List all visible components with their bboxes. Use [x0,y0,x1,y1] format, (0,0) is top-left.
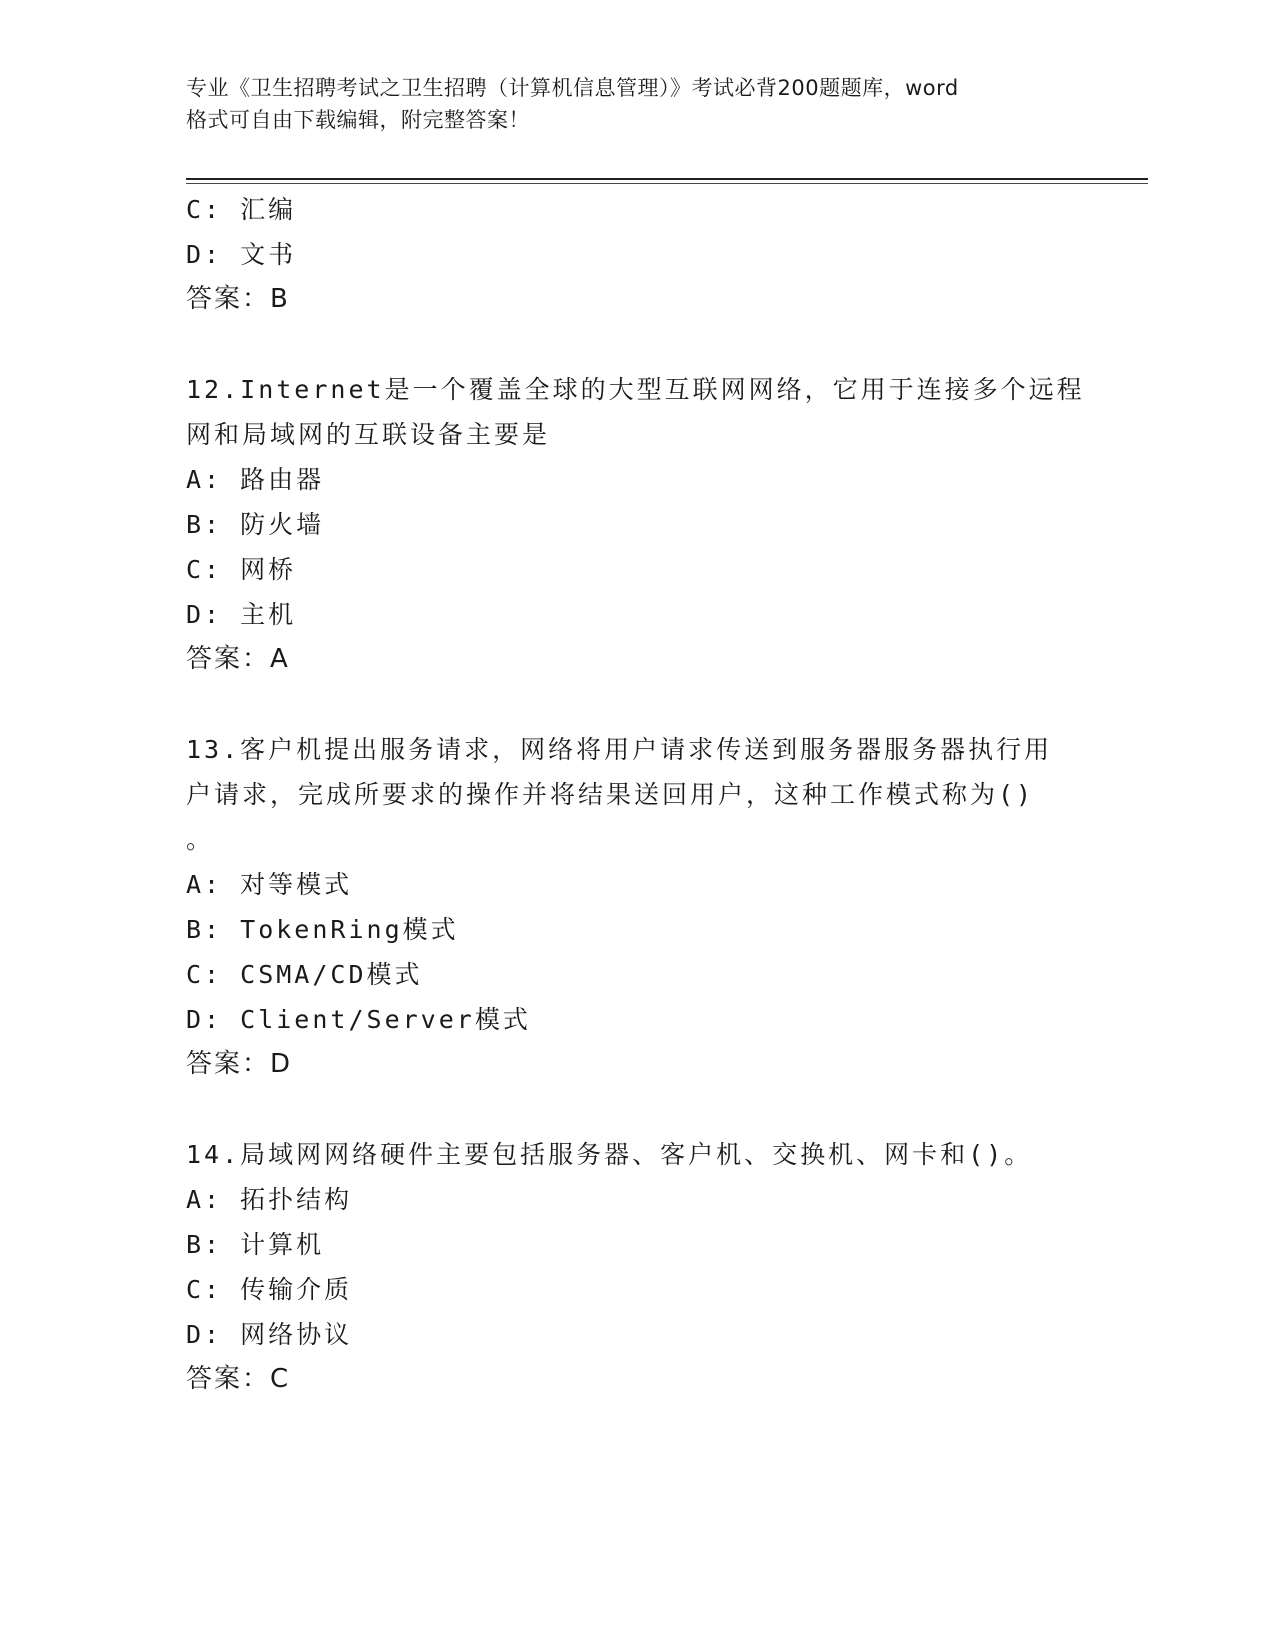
answer-line: 答案：D [186,1049,293,1079]
option-d: D: 主机 [186,600,297,629]
option-d: D: Client/Server模式 [186,1005,531,1034]
question-stem-line: 户请求，完成所要求的操作并将结果送回用户，这种工作模式称为() [186,780,1035,809]
option-a: A: 路由器 [186,465,325,494]
answer-line: 答案：B [186,284,290,314]
answer-line: 答案：C [186,1364,291,1394]
option-d: D: 网络协议 [186,1320,353,1349]
option-b: B: 防火墙 [186,510,325,539]
header-rule-thick [186,178,1148,180]
option-b: B: 计算机 [186,1230,325,1259]
question-stem-line: 13.客户机提出服务请求，网络将用户请求传送到服务器服务器执行用 [186,735,1053,764]
header-rule-thin [186,183,1148,184]
question-stem-line: 。 [186,825,215,854]
question-stem-line: 12.Internet是一个覆盖全球的大型互联网网络，它用于连接多个远程 [186,375,1085,404]
option-a: A: 拓扑结构 [186,1185,353,1214]
option-c: C: 传输介质 [186,1275,353,1304]
carryover-question [186,187,1086,322]
question-stem-line: 网和局域网的互联设备主要是 [186,420,551,449]
header-line-2: 格式可自由下载编辑，附完整答案！ [186,108,530,132]
answer-line: 答案：A [186,644,290,674]
option-d: D: 文书 [186,240,297,269]
option-c: C: 网桥 [186,555,297,584]
header-line-1: 专业《卫生招聘考试之卫生招聘（计算机信息管理）》考试必背200题题库，word [186,76,959,100]
option-c: C: 汇编 [186,195,297,224]
question-stem-line: 14.局域网网络硬件主要包括服务器、客户机、交换机、网卡和()。 [186,1140,1033,1169]
question-12 [186,367,1086,682]
option-a: A: 对等模式 [186,870,353,899]
question-13 [186,727,1086,1087]
question-content [186,187,1086,1402]
option-b: B: TokenRing模式 [186,915,459,944]
question-14 [186,1132,1086,1402]
page-header [186,72,1086,136]
option-c: C: CSMA/CD模式 [186,960,423,989]
